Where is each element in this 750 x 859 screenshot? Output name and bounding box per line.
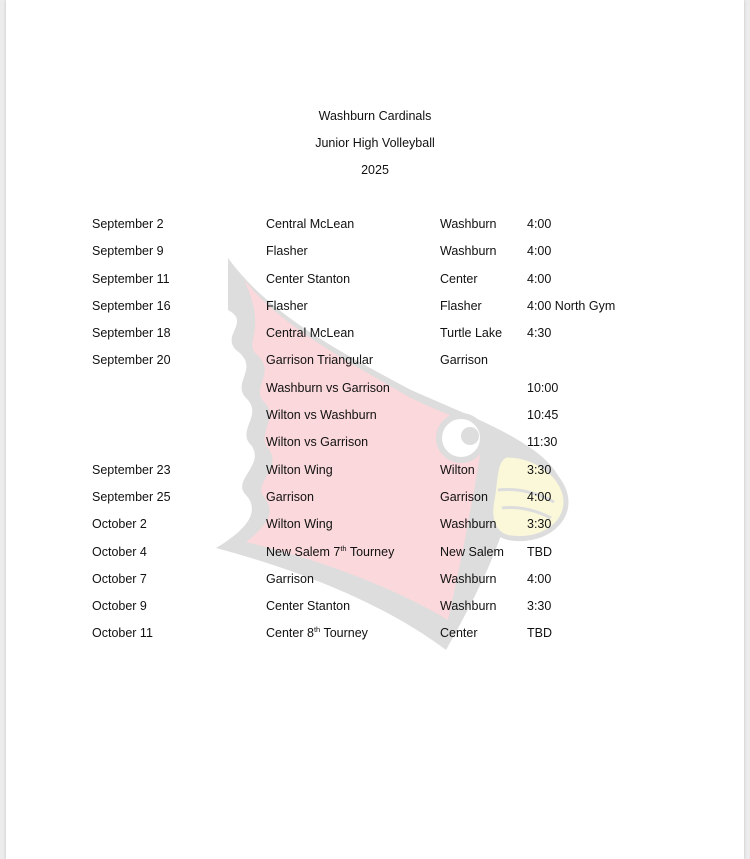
time-cell: 4:00 bbox=[527, 217, 552, 231]
time-cell: TBD bbox=[527, 626, 552, 641]
opponent-cell: Flasher bbox=[266, 298, 308, 313]
location-cell: Flasher bbox=[440, 298, 482, 313]
opponent-cell: Garrison bbox=[266, 571, 314, 586]
location-cell: New Salem bbox=[440, 544, 504, 559]
time-cell: 4:00 bbox=[527, 489, 552, 504]
document-header bbox=[6, 108, 744, 189]
date-cell: October 9 bbox=[92, 599, 147, 614]
date-cell: September 16 bbox=[92, 298, 171, 313]
school-name: Washburn Cardinals bbox=[318, 109, 432, 123]
location-cell: Washburn bbox=[440, 517, 497, 532]
location-cell: Washburn bbox=[440, 571, 497, 586]
location-cell: Turtle Lake bbox=[440, 326, 503, 341]
opponent-cell: Washburn vs Garrison bbox=[266, 380, 390, 395]
location-cell: Garrison bbox=[440, 489, 488, 504]
location-cell: Wilton bbox=[440, 462, 475, 477]
opponent-cell: Garrison Triangular bbox=[266, 353, 373, 368]
document-page bbox=[6, 0, 744, 859]
location-cell: Center bbox=[440, 626, 478, 641]
time-cell: 3:30 bbox=[527, 599, 552, 614]
location-cell: Washburn bbox=[440, 599, 497, 614]
date-cell: September 11 bbox=[92, 271, 170, 286]
date-cell: September 23 bbox=[92, 462, 171, 477]
time-cell: TBD bbox=[527, 544, 552, 559]
time-cell: 4:00 bbox=[527, 571, 552, 586]
opponent-cell: Central McLean bbox=[266, 217, 355, 231]
time-cell: 3:30 bbox=[527, 517, 552, 532]
location-cell: Center bbox=[440, 271, 478, 286]
opponent-cell: Center 8th Tourney bbox=[266, 625, 368, 641]
time-cell: 11:30 bbox=[527, 435, 558, 450]
time-cell: 10:00 bbox=[527, 380, 559, 395]
opponent-cell: Central McLean bbox=[266, 326, 355, 341]
date-cell: October 7 bbox=[92, 571, 147, 586]
opponent-cell: Center Stanton bbox=[266, 599, 351, 614]
opponent-cell: Wilton Wing bbox=[266, 517, 333, 532]
date-cell: September 2 bbox=[92, 217, 164, 231]
date-cell: October 11 bbox=[92, 626, 153, 641]
date-cell: September 18 bbox=[92, 326, 171, 341]
time-cell: 10:45 bbox=[527, 408, 559, 423]
opponent-cell: Wilton vs Washburn bbox=[266, 408, 377, 423]
program-name: Junior High Volleyball bbox=[315, 136, 435, 150]
location-cell: Washburn bbox=[440, 244, 497, 259]
date-cell: September 9 bbox=[92, 244, 164, 259]
date-cell: October 4 bbox=[92, 544, 147, 559]
time-cell: 4:00 North Gym bbox=[527, 298, 616, 313]
date-cell: September 20 bbox=[92, 353, 171, 368]
time-cell: 4:30 bbox=[527, 326, 552, 341]
opponent-cell: Wilton Wing bbox=[266, 462, 333, 477]
date-cell: September 25 bbox=[92, 489, 171, 504]
opponent-cell: Wilton vs Garrison bbox=[266, 435, 369, 450]
opponent-cell: New Salem 7th Tourney bbox=[266, 543, 395, 559]
location-cell: Garrison bbox=[440, 353, 488, 368]
opponent-cell: Flasher bbox=[266, 244, 308, 259]
opponent-cell: Garrison bbox=[266, 489, 314, 504]
date-cell: October 2 bbox=[92, 517, 147, 532]
opponent-cell: Center Stanton bbox=[266, 271, 351, 286]
season-year: 2025 bbox=[361, 163, 389, 177]
time-cell: 4:00 bbox=[527, 271, 552, 286]
time-cell: 4:00 bbox=[527, 244, 552, 259]
time-cell: 3:30 bbox=[527, 462, 552, 477]
location-cell: Washburn bbox=[440, 217, 497, 231]
